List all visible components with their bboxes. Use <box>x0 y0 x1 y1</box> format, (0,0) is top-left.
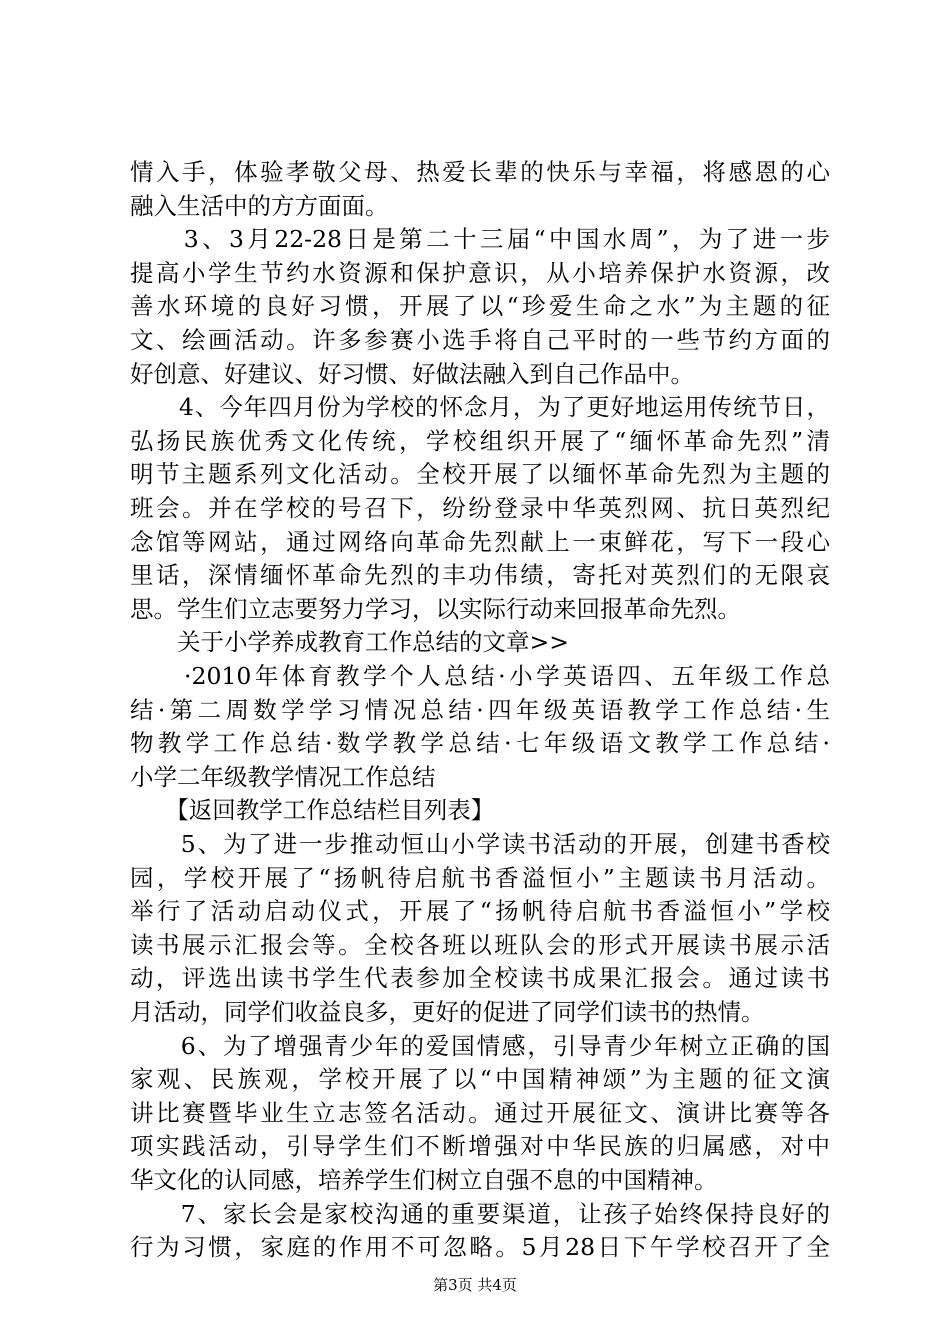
text-line: 提高小学生节约水资源和保护意识，从小培养保护水资源，改 <box>130 258 830 287</box>
text-line: 6、为了增强青少年的爱国情感，引导青少年树立正确的国 <box>130 1031 830 1060</box>
related-articles-list[interactable]: 物教学工作总结·数学教学总结·七年级语文教学工作总结· <box>130 729 830 758</box>
text-line: 7、家长会是家校沟通的重要渠道，让孩子始终保持良好的 <box>130 1199 830 1228</box>
text-line: 5、为了进一步推动恒山小学读书活动的开展，创建书香校 <box>130 830 830 858</box>
text-line: 项实践活动，引导学生们不断增强对中华民族的归属感，对中 <box>130 1132 830 1161</box>
text-line: 园，学校开展了“扬帆待启航书香溢恒小”主题读书月活动。 <box>130 863 830 892</box>
text-line: 情入手，体验孝敬父母、热爱长辈的快乐与幸福，将感恩的心 <box>130 158 830 186</box>
text-line: 好创意、好建议、好习惯、好做法融入到自己作品中。 <box>130 359 694 388</box>
text-line: 讲比赛暨毕业生立志签名活动。通过开展征文、演讲比赛等各 <box>130 1098 830 1127</box>
text-line: 融入生活中的方方面面。 <box>130 191 389 220</box>
text-line: 读书展示汇报会等。全校各班以班队会的形式开展读书展示活 <box>130 930 830 959</box>
text-line: 举行了活动启动仪式，开展了“扬帆待启航书香溢恒小”学校 <box>130 897 830 926</box>
text-line: 明节主题系列文化活动。全校开展了以缅怀革命先烈为主题的 <box>130 460 830 489</box>
text-line: 3、3月22-28日是第二十三届“中国水周”，为了进一步 <box>130 225 830 254</box>
text-line: 文、绘画活动。许多参赛小选手将自己平时的一些节约方面的 <box>130 326 830 354</box>
text-line: 弘扬民族优秀文化传统，学校组织开展了“缅怀革命先烈”清 <box>130 426 830 455</box>
related-articles-list[interactable]: 小学二年级教学情况工作总结 <box>130 762 436 791</box>
text-line: 动，评选出读书学生代表参加全校读书成果汇报会。通过读书 <box>130 964 830 993</box>
back-to-list-link[interactable]: 【返回教学工作总结栏目列表】 <box>130 796 495 825</box>
related-articles-list[interactable]: ·2010年体育教学个人总结·小学英语四、五年级工作总 <box>130 662 830 690</box>
text-line: 月活动，同学们收益良多，更好的促进了同学们读书的热情。 <box>130 998 765 1026</box>
text-line: 善水环境的良好习惯，开展了以“珍爱生命之水”为主题的征 <box>130 292 830 321</box>
text-line: 里话，深情缅怀革命先烈的丰功伟绩，寄托对英烈们的无限哀 <box>130 561 830 590</box>
text-line: 家观、民族观，学校开展了以“中国精神颂”为主题的征文演 <box>130 1065 830 1094</box>
text-line: 华文化的认同感，培养学生们树立自强不息的中国精神。 <box>130 1166 718 1194</box>
related-articles-list[interactable]: 结·第二周数学学习情况总结·四年级英语教学工作总结·生 <box>130 695 830 724</box>
text-line: 行为习惯，家庭的作用不可忽略。5月28日下午学校召开了全 <box>130 1233 830 1262</box>
text-line: 班会。并在学校的号召下，纷纷登录中华英烈网、抗日英烈纪 <box>130 494 830 522</box>
related-articles-link[interactable]: 关于小学养成教育工作总结的文章>> <box>130 628 569 657</box>
text-line: 4、今年四月份为学校的怀念月，为了更好地运用传统节日， <box>130 393 830 422</box>
page-number-footer: 第3页 共4页 <box>433 1276 517 1294</box>
text-line: 念馆等网站，通过网络向革命先烈献上一束鲜花，写下一段心 <box>130 527 830 556</box>
text-line: 思。学生们立志要努力学习，以实际行动来回报革命先烈。 <box>130 594 741 623</box>
